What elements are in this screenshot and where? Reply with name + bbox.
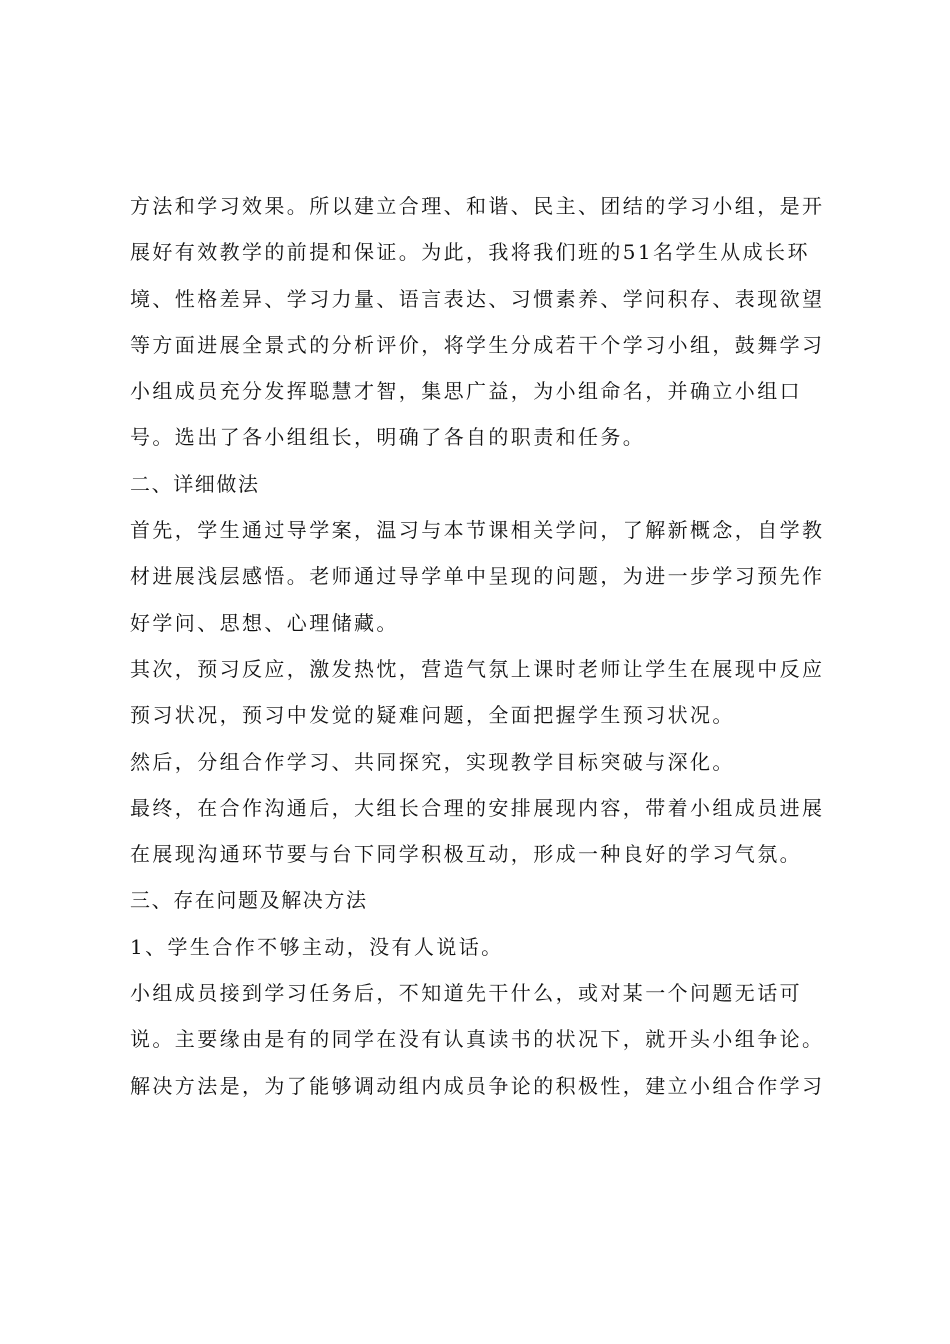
paragraph-line: 其次，预习反应，激发热忱，营造气氛上课时老师让学生在展现中反应 [130, 656, 825, 681]
paragraph-line: 在展现沟通环节要与台下同学积极互动，形成一种良好的学习气氛。 [130, 842, 802, 867]
paragraph-line: 小组成员接到学习任务后，不知道先干什么，或对某一个问题无话可 [130, 981, 802, 1006]
list-item-heading: 1、学生合作不够主动，没有人说话。 [130, 934, 504, 959]
paragraph-line: 等方面进展全景式的分析评价，将学生分成若干个学习小组，鼓舞学习 [130, 332, 825, 357]
paragraph-line: 解决方法是，为了能够调动组内成员争论的积极性，建立小组合作学习 [130, 1073, 825, 1098]
paragraph-line: 境、性格差异、学习力量、语言表达、习惯素养、学问积存、表现欲望 [130, 286, 825, 311]
paragraph-line: 然后，分组合作学习、共同探究，实现教学目标突破与深化。 [130, 749, 735, 774]
section-heading: 三、存在问题及解决方法 [130, 888, 368, 913]
section-heading: 二、详细做法 [130, 471, 260, 496]
paragraph-line: 号。选出了各小组组长，明确了各自的职责和任务。 [130, 425, 646, 450]
paragraph-line: 预习状况，预习中发觉的疑难问题，全面把握学生预习状况。 [130, 703, 735, 728]
paragraph-line: 材进展浅层感悟。老师通过导学单中呈现的问题，为进一步学习预先作 [130, 564, 825, 589]
paragraph-line: 展好有效教学的前提和保证。为此，我将我们班的51名学生从成长环 [130, 240, 810, 265]
paragraph-line: 首先，学生通过导学案，温习与本节课相关学问，了解新概念，自学教 [130, 518, 825, 543]
paragraph-line: 说。主要缘由是有的同学在没有认真读书的状况下，就开头小组争论。 [130, 1027, 825, 1052]
paragraph-line: 好学问、思想、心理储藏。 [130, 610, 399, 635]
paragraph-line: 方法和学习效果。所以建立合理、和谐、民主、团结的学习小组，是开 [130, 194, 825, 218]
document-body [130, 183, 830, 1109]
paragraph-line: 最终，在合作沟通后，大组长合理的安排展现内容，带着小组成员进展 [130, 795, 825, 820]
paragraph-line: 小组成员充分发挥聪慧才智，集思广益，为小组命名，并确立小组口 [130, 379, 802, 404]
